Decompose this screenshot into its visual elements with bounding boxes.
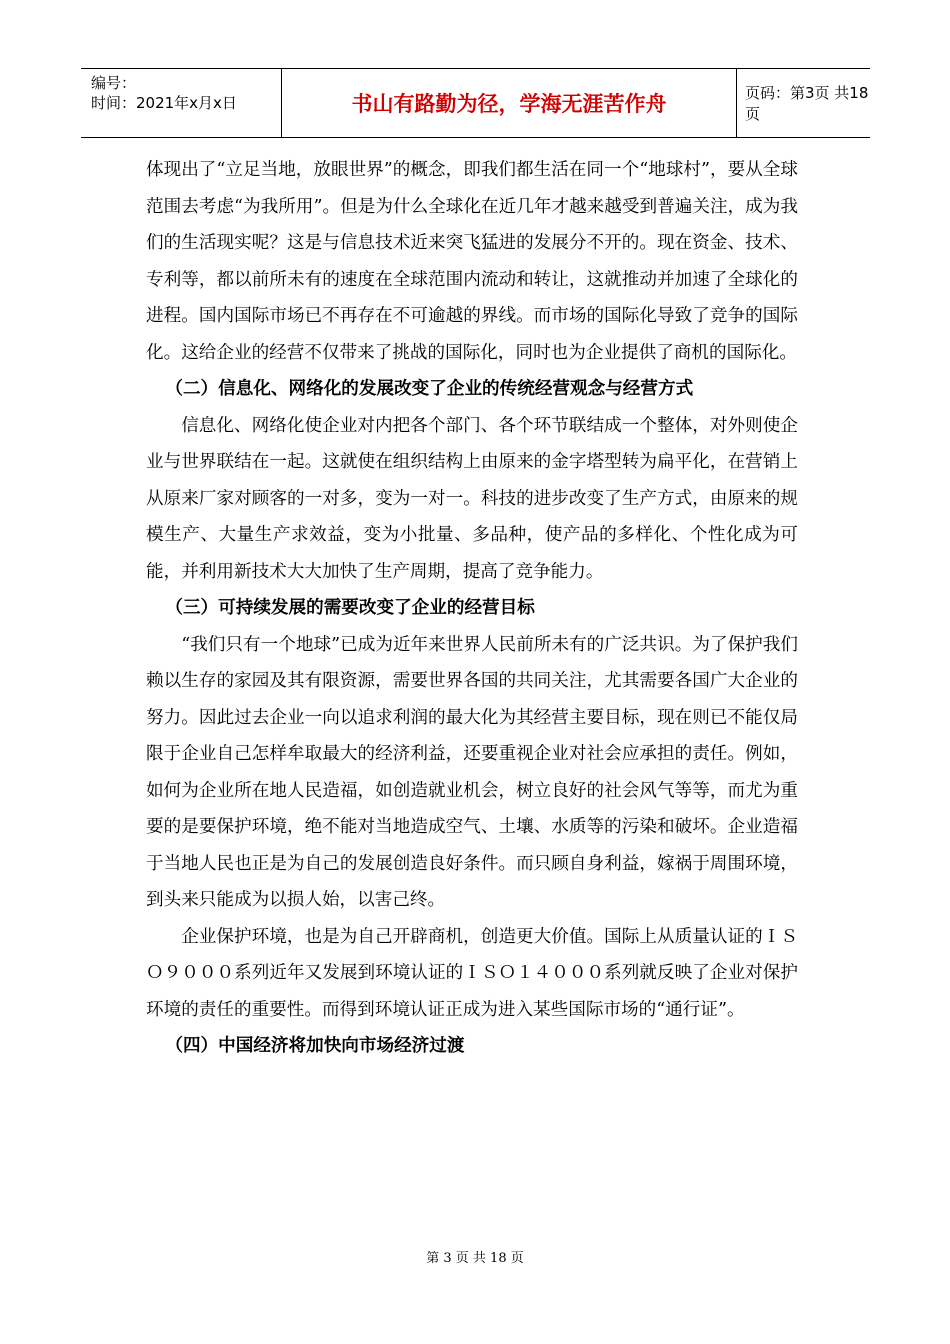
number-label: 编号： <box>91 74 137 92</box>
section-heading: （三）可持续发展的需要改变了企业的经营目标 <box>165 597 535 618</box>
header-page-info: 页码：第3页 共18页 <box>745 84 869 123</box>
body-paragraph: 信息化、网络化使企业对内把各个部门、各个环节联结成一个整体，对外则使企业与世界联结在一起。这就使在组织结构上由原来的金字塔型转为扁平化，在营销上从原来厂家对顾客的一对多，变为一对一。科技的进步改变了生产方式，由原来的规模生产、大量生产求效益，变为小批量、多品种，使产品的多样化、个性化成为可能，并利用新技术大大加快了生产周期，提高了竞争能力。 <box>146 415 798 582</box>
header-motto: 书山有路勤为径，学海无涯苦作舟 <box>281 69 737 137</box>
page-header <box>81 68 870 138</box>
body-paragraph: 体现出了“立足当地，放眼世界”的概念，即我们都生活在同一个“地球村”，要从全球范围去考虑“为我所用”。但是为什么全球化在近几年才越来越受到普遍关注，成为我们的生活现实呢？这是与信息技术近来突飞猛进的发展分不开的。现在资金、技术、专利等，都以前所未有的速度在全球范围内流动和转让，这就推动并加速了全球化的进程。国内国际市场已不再存在不可逾越的界线。而市场的国际化导致了竞争的国际化。这给企业的经营不仅带来了挑战的国际化，同时也为企业提供了商机的国际化。 <box>146 160 798 363</box>
body-paragraph: “我们只有一个地球”已成为近年来世界人民前所未有的广泛共识。为了保护我们赖以生存的家园及其有限资源，需要世界各国的共同关注，尤其需要各国广大企业的努力。因此过去企业一向以追求利润的最大化为其经营主要目标，现在则已不能仅局限于企业自己怎样牟取最大的经济利益，还要重视企业对社会应承担的责任。例如，如何为企业所在地人民造福，如创造就业机会，树立良好的社会风气等等，而尤为重要的是要保护环境，绝不能对当地造成空气、土壤、水质等的污染和破坏。企业造福于当地人民也正是为自己的发展创造良好条件。而只顾自身利益，嫁祸于周围环境，到头来只能成为以损人始，以害己终。 <box>146 634 798 910</box>
date-line: 时间：2021年x月x日 <box>91 94 237 112</box>
body-paragraph: 企业保护环境，也是为自己开辟商机，创造更大价值。国际上从质量认证的ＩＳＯ９０００系列近年又发展到环境认证的ＩＳＯ１４０００系列就反映了企业对保护环境的责任的重要性。而得到环境认证正成为进入某些国际市场的“通行证”。 <box>146 926 798 1020</box>
header-meta <box>81 69 281 137</box>
section-heading: （四）中国经济将加快向市场经济过渡 <box>165 1035 465 1056</box>
document-body <box>146 152 798 1065</box>
section-heading: （二）信息化、网络化的发展改变了企业的传统经营观念与经营方式 <box>165 378 694 399</box>
page-footer: 第 3 页 共 18 页 <box>426 1251 524 1266</box>
